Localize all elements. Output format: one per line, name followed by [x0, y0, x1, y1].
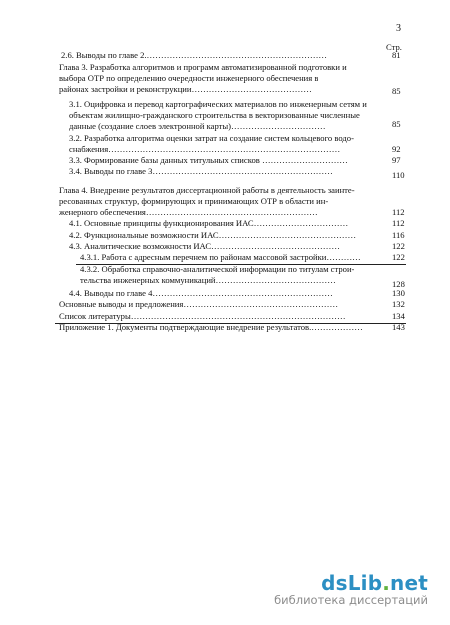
toc-page-number: 132: [392, 299, 405, 309]
watermark-brand: dsLib: [321, 571, 383, 595]
toc-page-number: 92: [392, 144, 401, 155]
toc-entry-line: тельства инженерных коммуникаций……………………………………: [80, 275, 336, 286]
toc-entry-line: выбора ОТР по определению очередности инженерного обеспечения в: [59, 73, 319, 84]
toc-entry-line: Глава 3. Разработка алгоритмов и программ автоматизированной подготовки и: [59, 62, 347, 72]
toc-entry-line: 3.1. Оцифровка и перевод картографических материалов по инженерным сетям и: [69, 99, 367, 109]
toc-page-number: 85: [392, 119, 401, 130]
toc-entry-line: снабжения………………………………………………………………………: [69, 144, 341, 155]
pages-column-header: Стр.: [386, 42, 402, 52]
toc-page-number: 112: [392, 218, 405, 228]
toc-entry-line: 4.3. Аналитические возможности ИАС………………………………………: [69, 241, 340, 251]
toc-page-number: 122: [392, 241, 405, 251]
toc-entry-line: данные (создание слоев электронной карты)……………………………: [69, 121, 326, 132]
toc-entry-line: женерного обеспечения……………………………………………………: [59, 207, 318, 218]
toc-entry-line: объектам жилищно-гражданского строительства в векторизованные численные: [69, 110, 360, 121]
toc-entry-line: 3.2. Разработка алгоритма оценки затрат на создание систем кольцевого водо-: [69, 133, 354, 143]
toc-page-number: 134: [392, 311, 405, 321]
toc-entry-line: 3.4. Выводы по главе 3………………………………………………………: [69, 166, 333, 176]
toc-page-number: 143: [392, 322, 405, 332]
watermark-tld: net: [390, 571, 428, 595]
toc-entry-line: 4.2. Функциональные возможности ИАС…………………………………………: [69, 230, 357, 240]
toc-entry-line: Список литературы…………………………………………………………………: [59, 311, 346, 321]
toc-entry-line: 4.4. Выводы по главе 4………………………………………………………: [69, 288, 333, 298]
toc-page-number: 122: [392, 252, 405, 262]
toc-entry-line: районах застройки и реконструкции……………………………………: [59, 84, 312, 95]
watermark-subtitle: библиотека диссертаций: [274, 593, 428, 607]
page-number: 3: [396, 23, 401, 34]
toc-page-number: 97: [392, 155, 401, 165]
watermark-logo[interactable]: [274, 571, 428, 595]
toc-entry-line: 2.6. Выводы по главе 2.………………………………………………………: [61, 50, 328, 60]
toc-entry-line: 4.3.1. Работа с адресным перечнем по районам массовой застройки…………: [80, 252, 361, 262]
toc-page-number: 85: [392, 86, 401, 97]
toc-page-number: 110: [392, 170, 405, 180]
toc-entry-line: Глава 4. Внедрение результатов диссертационной работы в деятельность заинте-: [59, 185, 355, 195]
toc-page-number: 128: [392, 279, 405, 290]
toc-entry-line: 4.3.2. Обработка справочно-аналитической информации по титулам строи-: [80, 264, 355, 274]
toc-entry-line: 4.1. Основные принципы функционирования ИАС……………………………: [69, 218, 349, 228]
toc-entry-line: Основные выводы и предложения………………………………………………: [59, 299, 339, 309]
toc-page-number: 130: [392, 288, 405, 298]
watermark: [274, 571, 428, 607]
toc-entry-line: ресованных структур, формирующих и принимающих ОТР в области ин-: [59, 196, 329, 207]
toc-page-number: 116: [392, 230, 405, 240]
toc-page-number: 81: [392, 50, 401, 60]
toc-entry-line: 3.3. Формирование базы данных титульных списков …………………………: [69, 155, 348, 165]
watermark-dot: .: [382, 571, 391, 595]
toc-entry-line: Приложение 1. Документы подтверждающие внедрение результатов.………………: [59, 322, 363, 332]
toc-page-number: 112: [392, 207, 405, 218]
